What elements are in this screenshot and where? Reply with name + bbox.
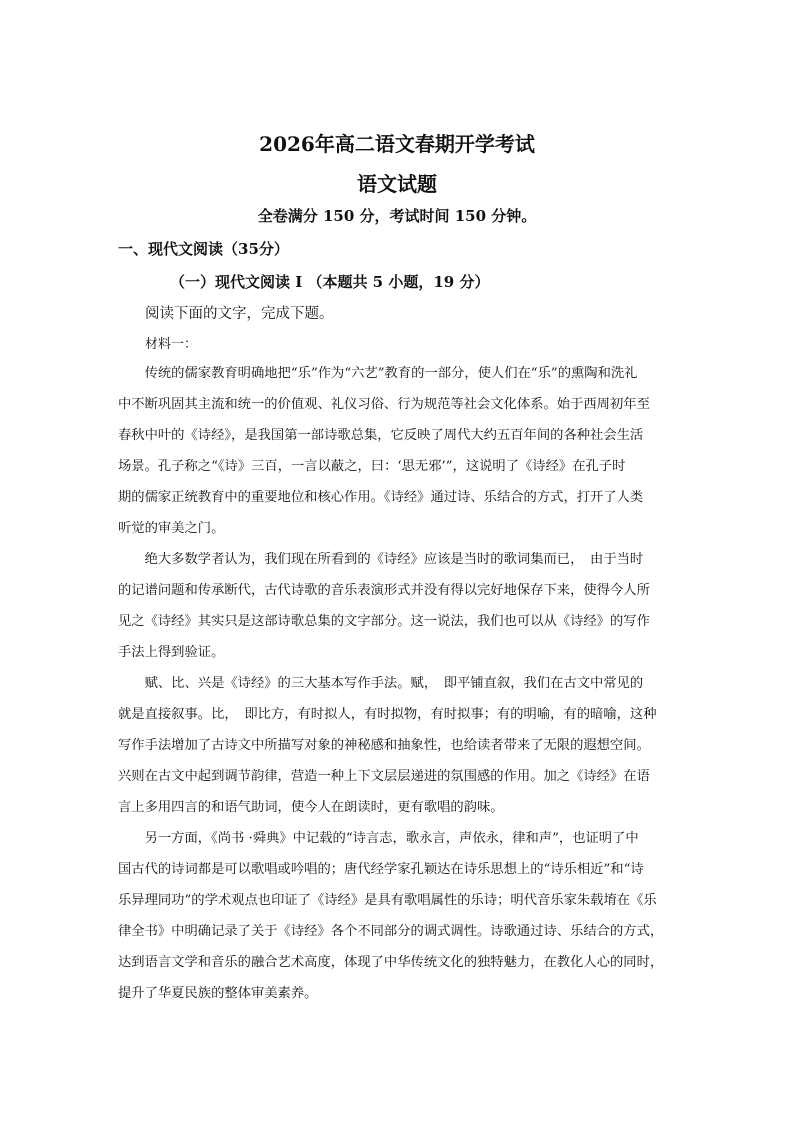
material-label: 材料一： — [145, 337, 198, 352]
text-line: 中不断巩固其主流和统一的价值观、礼仪习俗、行为规范等社会文化体系。始于西周初年至 — [118, 397, 650, 412]
paragraph-3 — [118, 668, 686, 823]
text-line: 的记谱问题和传承断代，古代诗歌的音乐表演形式并没有得以完好地保存下来，使得今人所 — [118, 583, 650, 598]
exam-title: 2026年高二语文春期开学考试 — [259, 132, 535, 156]
exam-subtitle: 语文试题 — [357, 172, 437, 196]
text-line: 春秋中叶的《诗经》，是我国第一部诗歌总集，它反映了周代大约五百年间的各种社会生活 — [118, 428, 644, 443]
text-line: 国古代的诗词都是可以歌唱或吟唱的；唐代经学家孔颖达在诗乐思想上的“诗乐相近”和“诗 — [118, 862, 644, 877]
subsection-heading: （一）现代文阅读 I （本题共 5 小题，19 分） — [170, 273, 490, 291]
paragraph-4 — [118, 823, 686, 1009]
reading-instruction: 阅读下面的文字，完成下题。 — [145, 306, 334, 322]
text-line: 场景。孔子称之“《诗》三百，一言以蔽之，曰：‘思无邪’”，这说明了《诗经》在孔子时 — [118, 459, 626, 474]
section-heading: 一、现代文阅读（35分） — [118, 240, 289, 258]
text-line: 兴则在古文中起到调节韵律，营造一种上下文层层递进的氛围感的作用。加之《诗经》在语 — [118, 769, 650, 784]
text-line: 言上多用四言的和语气助词，使今人在朗读时，更有歌唱的韵味。 — [118, 800, 504, 815]
text-line: 提升了华夏民族的整体审美素养。 — [118, 986, 318, 1001]
paragraph-2 — [118, 544, 686, 668]
text-line: 另一方面，《尚书 ·舜典》中记载的“诗言志，歌永言，声依永，律和声”，也证明了中 — [118, 831, 639, 846]
text-line: 期的儒家正统教育中的重要地位和核心作用。《诗经》通过诗、乐结合的方式，打开了人类 — [118, 490, 644, 505]
text-line: 达到语言文学和音乐的融合艺术高度，体现了中华传统文化的独特魅力，在教化人心的同时， — [118, 955, 664, 970]
text-line: 绝大多数学者认为，我们现在所看到的《诗经》应该是当时的歌词集而已， 由于当时 — [118, 552, 644, 567]
text-line: 赋、比、兴是《诗经》的三大基本写作手法。赋， 即平铺直叙，我们在古文中常见的 — [118, 676, 644, 691]
text-line: 写作手法增加了古诗文中所描写对象的神秘感和抽象性，也给读者带来了无限的遐想空间。 — [118, 738, 650, 753]
paragraph-1 — [118, 358, 686, 544]
text-line: 乐异理同功”的学术观点也印证了《诗经》是具有歌唱属性的乐诗；明代音乐家朱载堉在《乐 — [118, 893, 657, 908]
text-line: 律全书》中明确记录了关于《诗经》各个不同部分的调式调性。诗歌通过诗、乐结合的方式， — [118, 924, 664, 939]
text-line: 就是直接叙事。比， 即比方，有时拟人，有时拟物，有时拟事；有的明喻，有的暗喻，这种 — [118, 707, 657, 722]
text-line: 听觉的审美之门。 — [118, 521, 225, 536]
text-line: 手法上得到验证。 — [118, 645, 225, 660]
text-line: 见之《诗经》其实只是这部诗歌总集的文字部分。这一说法，我们也可以从《诗经》的写作 — [118, 614, 650, 629]
exam-info: 全卷满分 150 分，考试时间 150 分钟。 — [257, 207, 537, 225]
text-line: 传统的儒家教育明确地把“乐”作为“六艺”教育的一部分，使人们在“乐”的熏陶和洗礼 — [118, 366, 638, 381]
